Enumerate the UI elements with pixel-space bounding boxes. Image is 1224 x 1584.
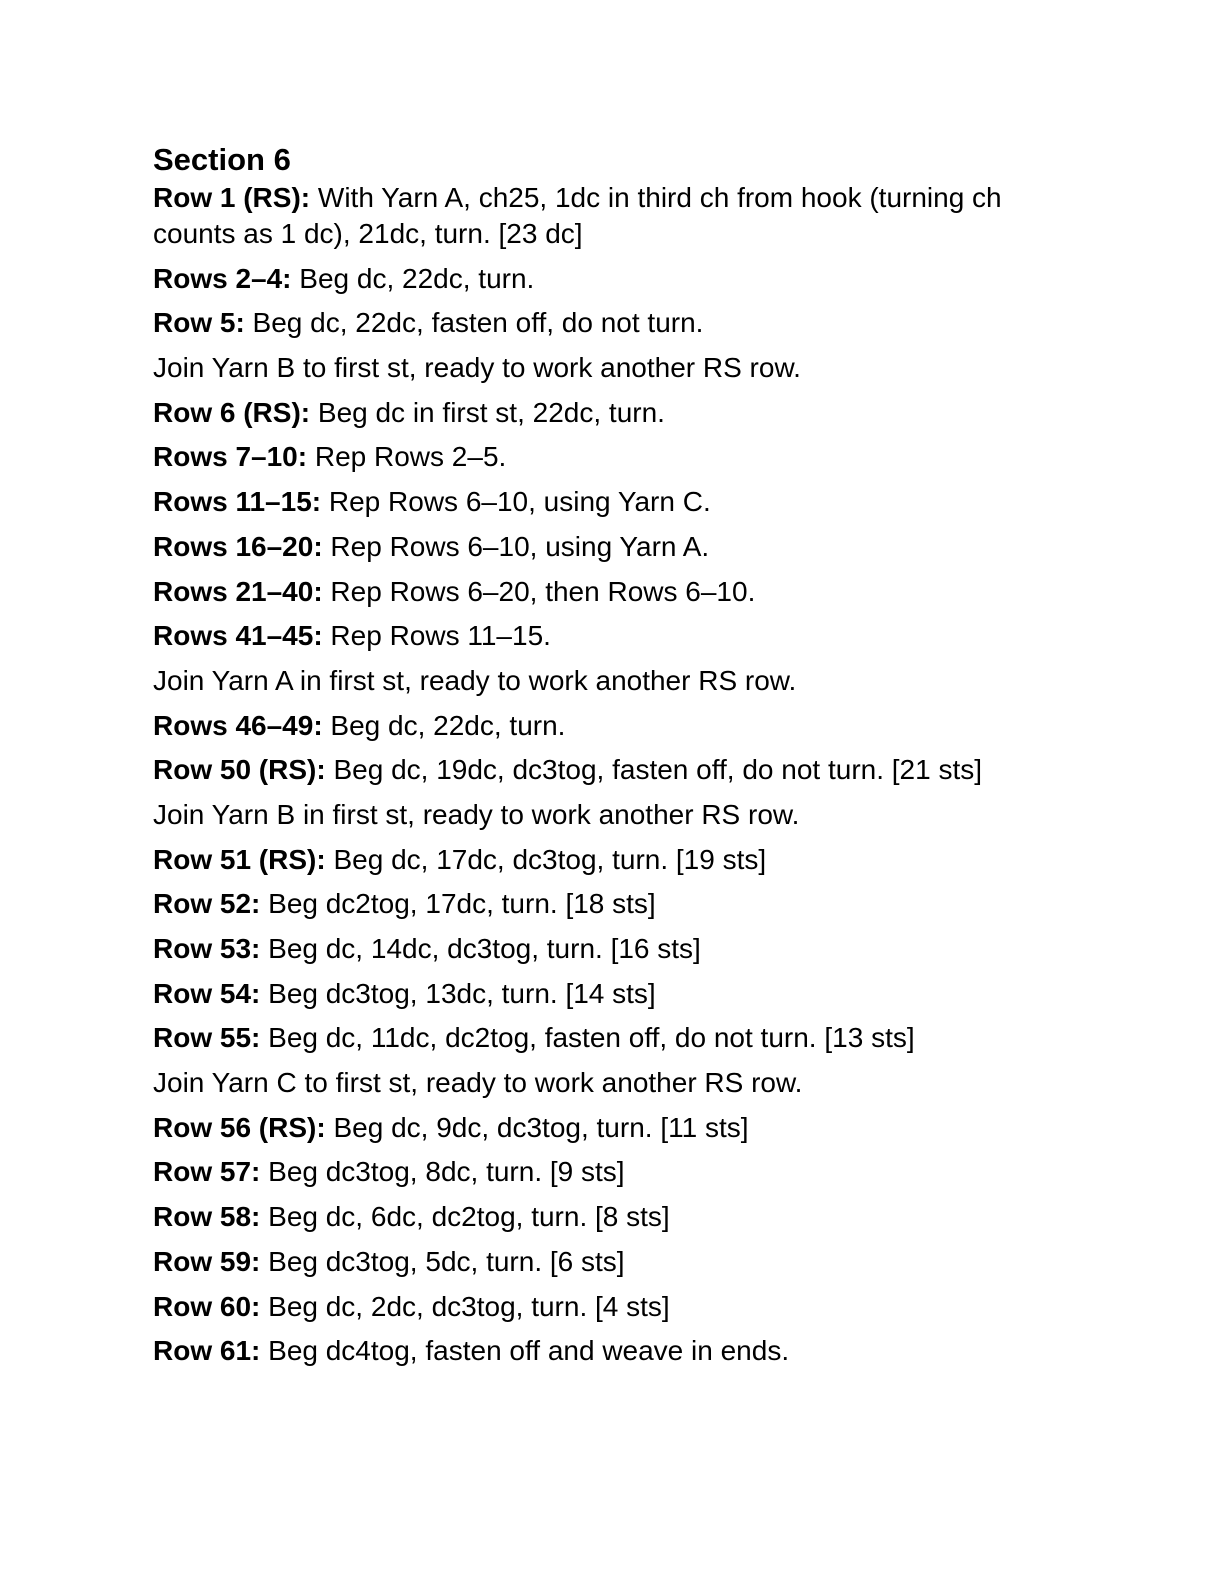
row-text: Beg dc, 14dc, dc3tog, turn. [16 sts] bbox=[260, 933, 701, 964]
row-label: Rows 11–15: bbox=[153, 486, 322, 518]
instruction-line bbox=[153, 395, 1073, 431]
row-text: Rep Rows 6–10, using Yarn A. bbox=[322, 530, 710, 562]
instruction-line bbox=[153, 350, 1073, 386]
instruction-list bbox=[153, 180, 1073, 1369]
row-text: Beg dc, 19dc, dc3tog, fasten off, do not turn. [21 sts] bbox=[325, 754, 983, 786]
row-label: Row 54: bbox=[153, 977, 261, 1009]
row-text: Rep Rows 6–10, using Yarn C. bbox=[321, 486, 711, 518]
row-label: Row 58: bbox=[153, 1201, 261, 1233]
row-text: Beg dc2tog, 17dc, turn. [18 sts] bbox=[260, 888, 656, 920]
row-text: Beg dc3tog, 5dc, turn. [6 sts] bbox=[260, 1245, 625, 1277]
row-label: Row 50 (RS): bbox=[153, 754, 326, 786]
instruction-line bbox=[153, 1289, 1073, 1325]
row-label: Rows 21–40: bbox=[153, 575, 323, 607]
row-label: Row 1 (RS): bbox=[153, 182, 311, 213]
row-label: Rows 41–45: bbox=[153, 620, 323, 652]
row-label: Row 55: bbox=[153, 1022, 261, 1054]
instruction-line bbox=[153, 752, 1073, 788]
section-title: Section 6 bbox=[153, 142, 291, 177]
instruction-line bbox=[153, 305, 1073, 341]
row-label: Row 5: bbox=[153, 307, 245, 339]
row-label: Rows 16–20: bbox=[153, 530, 323, 562]
row-label: Row 52: bbox=[153, 888, 261, 920]
instruction-line bbox=[153, 180, 1073, 252]
row-text: Beg dc, 22dc, turn. bbox=[322, 709, 566, 741]
instruction-line bbox=[153, 574, 1073, 610]
instruction-line bbox=[153, 1020, 1073, 1056]
row-text: Rep Rows 11–15. bbox=[322, 620, 551, 652]
row-label: Row 6 (RS): bbox=[153, 396, 311, 428]
instruction-line bbox=[153, 931, 1073, 967]
instruction-line bbox=[153, 1244, 1073, 1280]
instruction-line bbox=[153, 1333, 1073, 1369]
row-text: Join Yarn C to first st, ready to work another RS row. bbox=[153, 1067, 803, 1099]
instruction-line bbox=[153, 1154, 1073, 1190]
row-label: Row 59: bbox=[153, 1245, 261, 1277]
instruction-line bbox=[153, 439, 1073, 475]
row-text: Beg dc, 11dc, dc2tog, fasten off, do not turn. [13 sts] bbox=[260, 1022, 915, 1054]
instruction-line bbox=[153, 1065, 1073, 1101]
row-label: Row 57: bbox=[153, 1156, 261, 1188]
row-text: Beg dc4tog, fasten off and weave in ends. bbox=[260, 1335, 790, 1367]
row-text: Beg dc, 17dc, dc3tog, turn. [19 sts] bbox=[325, 843, 767, 875]
instruction-line bbox=[153, 261, 1073, 297]
row-text: Join Yarn B in first st, ready to work another RS row. bbox=[153, 798, 800, 830]
row-text: With Yarn A, ch25, 1dc in third ch from hook (turning ch counts as 1 dc), 21dc, turn. [23 dc] bbox=[153, 182, 1002, 249]
document-page bbox=[153, 140, 1073, 1378]
row-label: Row 56 (RS): bbox=[153, 1111, 326, 1143]
row-text: Rep Rows 6–20, then Rows 6–10. bbox=[322, 575, 756, 607]
instruction-line bbox=[153, 797, 1073, 833]
row-text: Beg dc, 6dc, dc2tog, turn. [8 sts] bbox=[260, 1201, 670, 1233]
row-label: Row 60: bbox=[153, 1290, 261, 1322]
row-label: Rows 46–49: bbox=[153, 709, 323, 741]
instruction-line bbox=[153, 1110, 1073, 1146]
instruction-line bbox=[153, 529, 1073, 565]
instruction-line bbox=[153, 1199, 1073, 1235]
row-label: Row 61: bbox=[153, 1335, 261, 1367]
row-text: Join Yarn A in first st, ready to work another RS row. bbox=[153, 664, 797, 696]
row-label: Rows 2–4: bbox=[153, 262, 292, 294]
row-text: Beg dc, 22dc, turn. bbox=[291, 262, 535, 294]
row-label: Rows 7–10: bbox=[153, 441, 308, 473]
row-text: Beg dc, 9dc, dc3tog, turn. [11 sts] bbox=[325, 1111, 749, 1143]
row-label: Row 51 (RS): bbox=[153, 843, 326, 875]
row-text: Beg dc in first st, 22dc, turn. bbox=[310, 396, 665, 428]
instruction-line bbox=[153, 886, 1073, 922]
instruction-line bbox=[153, 708, 1073, 744]
row-text: Beg dc, 22dc, fasten off, do not turn. bbox=[244, 307, 704, 339]
instruction-line bbox=[153, 976, 1073, 1012]
row-text: Rep Rows 2–5. bbox=[307, 441, 507, 473]
row-text: Beg dc3tog, 13dc, turn. [14 sts] bbox=[260, 977, 656, 1009]
instruction-line bbox=[153, 663, 1073, 699]
instruction-line bbox=[153, 842, 1073, 878]
row-text: Beg dc3tog, 8dc, turn. [9 sts] bbox=[260, 1156, 625, 1188]
instruction-line bbox=[153, 484, 1073, 520]
row-text: Beg dc, 2dc, dc3tog, turn. [4 sts] bbox=[260, 1290, 670, 1322]
instruction-line bbox=[153, 618, 1073, 654]
row-text: Join Yarn B to first st, ready to work another RS row. bbox=[153, 352, 801, 384]
row-label: Row 53: bbox=[153, 933, 261, 964]
